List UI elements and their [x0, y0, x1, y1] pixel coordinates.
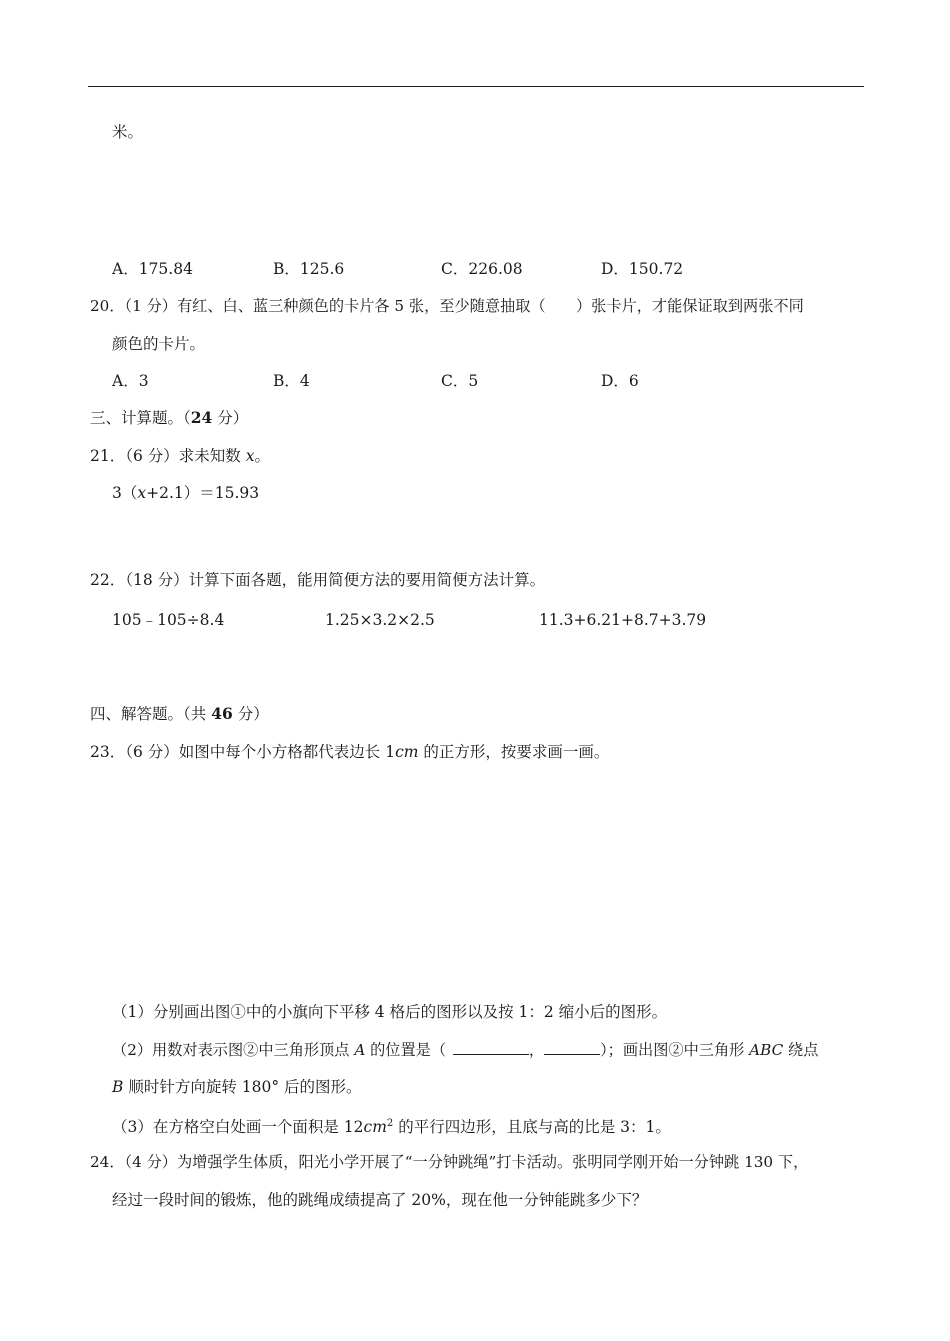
q20-line2: 颜色的卡片。: [112, 335, 206, 353]
q21-title-var: x: [245, 447, 255, 465]
q22-title: 22．（18 分）计算下面各题，能用简便方法的要用简便方法计算。: [90, 571, 546, 589]
q19-option-c: C．226.08: [441, 260, 523, 278]
q22-expr-2: 1.25×3.2×2.5: [325, 611, 435, 629]
q21-eq-var: x: [137, 484, 147, 502]
q21-title: [90, 446, 270, 466]
q23-sub3-b: 的平行四边形，且底与高的比是 3：1。: [393, 1118, 671, 1137]
q23-sub3-sup: 2: [386, 1118, 394, 1129]
q23-title-suffix: 的正方形，按要求画一画。: [418, 743, 610, 761]
q23-sub1: （1）分别画出图①中的小旗向下平移 4 格后的图形以及按 1：2 缩小后的图形。: [112, 1003, 668, 1021]
section3-heading: [90, 408, 248, 428]
section4-suffix: 分）: [232, 705, 269, 723]
q19-option-d: D．150.72: [601, 260, 684, 278]
q22-expr-3: 11.3+6.21+8.7+3.79: [539, 611, 707, 629]
q23-sub3-a: （3）在方格空白处画一个面积是 12: [112, 1118, 364, 1137]
q23-sub2-d: 绕点: [783, 1041, 819, 1059]
q21-title-suffix: 。: [254, 447, 270, 465]
q20-option-c: C．5: [441, 372, 479, 390]
q21-title-prefix: 21．（6 分）求未知数: [90, 447, 246, 465]
q22-expr-1: 105﹣105÷8.4: [112, 611, 225, 629]
q21-eq-prefix: 3（: [112, 484, 138, 502]
q20-option-d: D．6: [601, 372, 639, 390]
q21-equation: [112, 483, 259, 503]
q24-line1: 24．（4 分）为增强学生体质，阳光小学开展了“一分钟跳绳”打卡活动。张明同学刚开始一分钟跳 130 下，: [90, 1153, 809, 1171]
q23-title: [90, 742, 609, 762]
q23-sub3: [112, 1114, 671, 1137]
section4-heading: [90, 704, 269, 724]
q19-option-b: B．125.6: [273, 260, 345, 278]
section4-prefix: 四、解答题。（共: [90, 705, 212, 723]
q24-line2: 经过一段时间的锻炼，他的跳绳成绩提高了 20%，现在他一分钟能跳多少下？: [112, 1191, 648, 1209]
q23-sub2-c: ）；画出图②中三角形: [600, 1041, 750, 1059]
section4-points: 46: [211, 704, 233, 723]
q23-sub2-line2-var: B: [112, 1078, 124, 1096]
q23-title-unit: cm: [395, 743, 419, 761]
q23-sub2-comma: ，: [528, 1041, 545, 1059]
q23-sub2-tri: ABC: [749, 1041, 784, 1059]
q20-option-a: A．3: [112, 372, 149, 390]
q19-tail: 米。: [112, 123, 144, 141]
q21-eq-suffix: +2.1）＝15.93: [146, 484, 260, 502]
q23-title-prefix: 23．（6 分）如图中每个小方格都代表边长 1: [90, 743, 396, 761]
q23-sub2-line2-text: 顺时针方向旋转 180° 后的图形。: [123, 1078, 362, 1096]
section3-suffix: 分）: [212, 409, 249, 427]
header-rule: [88, 86, 864, 87]
q23-answer-blank-1[interactable]: [453, 1040, 529, 1055]
q23-sub2-b: 的位置是（: [365, 1041, 447, 1059]
section3-points: 24: [190, 408, 213, 427]
section3-prefix: 三、计算题。（: [90, 409, 191, 427]
q20-line1: 20．（1 分）有红、白、蓝三种颜色的卡片各 5 张，至少随意抽取（ ）张卡片，才能保证取到两张不同: [90, 297, 804, 315]
q23-sub3-unit: cm: [363, 1118, 387, 1137]
q23-sub2-var: A: [354, 1041, 366, 1059]
q23-sub2-line1: [112, 1040, 818, 1060]
q23-answer-blank-2[interactable]: [544, 1040, 600, 1055]
q23-sub2-a: （2）用数对表示图②中三角形顶点: [112, 1041, 355, 1059]
q20-option-b: B．4: [273, 372, 310, 390]
q23-sub2-line2: [112, 1077, 362, 1097]
q19-option-a: A．175.84: [112, 260, 193, 278]
